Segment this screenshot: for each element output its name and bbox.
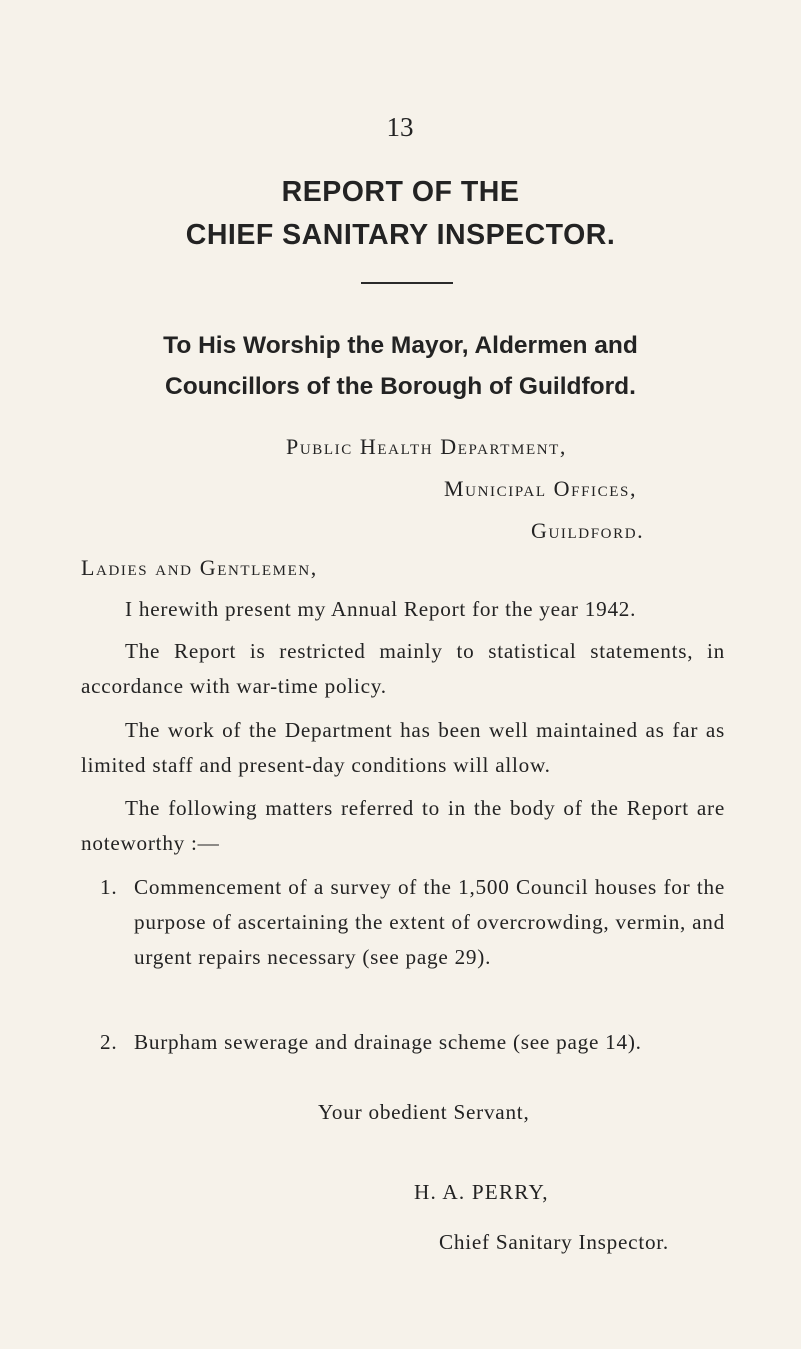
signatory-title: Chief Sanitary Inspector. — [439, 1230, 669, 1254]
list-item-2-text: Burpham sewerage and drainage scheme (see page 14). — [134, 1030, 642, 1054]
sender-town-text: Guildford. — [531, 518, 645, 543]
sender-department — [286, 433, 567, 461]
list-item-1 — [100, 870, 725, 1020]
addressee-line-1: To His Worship the Mayor, Aldermen and — [163, 332, 638, 359]
sender-offices — [444, 475, 637, 503]
list-item-1-text: Commencement of a survey of the 1,500 Council houses for the purpose of ascertaining the extent of overcrowding, vermin, and urgent repairs necessary (see page 29). — [134, 875, 725, 969]
paragraph-3: The work of the Department has been well maintained as far as limited staff and present-day conditions will allow. — [81, 718, 725, 777]
title-divider — [361, 282, 453, 284]
list-item-2 — [100, 1025, 725, 1105]
paragraph-2: The Report is restricted mainly to statistical statements, in accordance with war-time policy. — [81, 639, 725, 698]
paragraph-1: I herewith present my Annual Report for the year 1942. — [125, 597, 637, 621]
salutation-text: Ladies and Gentlemen, — [81, 555, 318, 580]
salutation — [81, 554, 318, 582]
list-item-1-number: 1. — [100, 875, 118, 899]
valediction: Your obedient Servant, — [318, 1100, 530, 1124]
list-item-2-number: 2. — [100, 1030, 118, 1054]
page-number: 13 — [386, 112, 414, 142]
addressee-line-2: Councillors of the Borough of Guildford. — [165, 373, 636, 400]
sender-town — [531, 517, 644, 545]
sender-offices-text: Municipal Offices, — [444, 476, 638, 501]
report-title-line-1: REPORT OF THE — [281, 176, 520, 208]
sender-department-text: Public Health Department, — [286, 434, 568, 459]
paragraph-4: The following matters referred to in the body of the Report are noteworthy :— — [81, 796, 725, 855]
signatory-name: H. A. PERRY, — [414, 1180, 549, 1204]
report-title-line-2: CHIEF SANITARY INSPECTOR. — [185, 219, 616, 251]
